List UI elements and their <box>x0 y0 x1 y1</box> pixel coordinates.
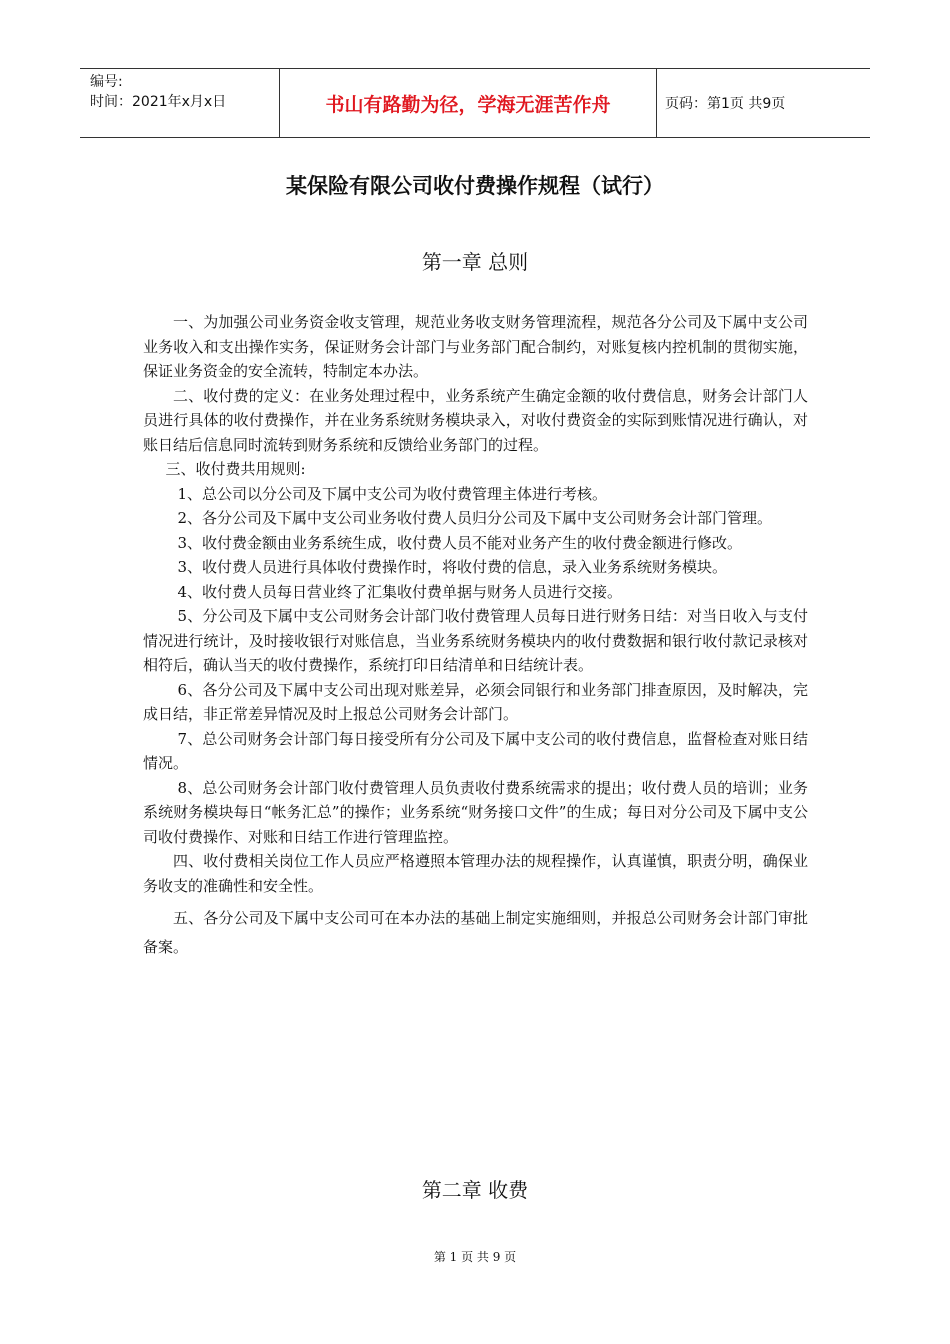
document-header <box>80 68 870 138</box>
paragraph-1: 一、为加强公司业务资金收支管理，规范业务收支财务管理流程，规范各分公司及下属中支公司业务收入和支出操作实务，保证财务会计部门与业务部门配合制约，对账复核内控机制的贯彻实施，保证业务资金的安全流转，特制定本办法。 <box>143 313 808 380</box>
rule-7: 7、总公司财务会计部门每日接受所有分公司及下属中支公司的收付费信息，监督检查对账日结情况。 <box>143 729 808 772</box>
chapter-2-heading: 第二章 收费 <box>421 1178 529 1202</box>
rule-3a: 3、收付费金额由业务系统生成，收付费人员不能对业务产生的收付费金额进行修改。 <box>177 533 743 552</box>
chapter-1-heading: 第一章 总则 <box>421 250 529 274</box>
rule-8: 8、总公司财务会计部门收付费管理人员负责收付费系统需求的提出；收付费人员的培训；业务系统财务模块每日“帐务汇总”的操作；业务系统“财务接口文件”的生成；每日对分公司及下属中支公司收付费操作、对账和日结工作进行管理监控。 <box>143 778 808 846</box>
rule-4: 4、收付费人员每日营业终了汇集收付费单据与财务人员进行交接。 <box>177 582 623 601</box>
rule-1: 1、总公司以分公司及下属中支公司为收付费管理主体进行考核。 <box>177 484 608 503</box>
paragraph-4: 四、收付费相关岗位工作人员应严格遵照本管理办法的规程操作，认真谨慎，职责分明，确保业务收支的准确性和安全性。 <box>143 852 808 895</box>
paragraph-5: 五、各分公司及下属中支公司可在本办法的基础上制定实施细则，并报总公司财务会计部门审批备案。 <box>143 909 808 956</box>
page-info: 页码：第1页 共9页 <box>665 96 786 112</box>
rule-2: 2、各分公司及下属中支公司业务收付费人员归分公司及下属中支公司财务会计部门管理。 <box>177 509 773 527</box>
paragraph-2: 二、收付费的定义：在业务处理过程中，业务系统产生确定金额的收付费信息，财务会计部门人员进行具体的收付费操作，并在业务系统财务模块录入，对收付费资金的实际到账情况进行确认，对账日结后信息同时流转到财务系统和反馈给业务部门的过程。 <box>143 386 808 454</box>
rule-5: 5、分公司及下属中支公司财务会计部门收付费管理人员每日进行财务日结：对当日收入与支付情况进行统计，及时接收银行对账信息，当业务系统财务模块内的收付费数据和银行收付款记录核对相符后，确认当天的收付费操作，系统打印日结清单和日结统计表。 <box>143 607 808 674</box>
motto: 书山有路勤为径，学海无涯苦作舟 <box>280 69 657 137</box>
paragraph-3: 三、收付费共用规则: <box>165 460 306 478</box>
serial-label: 编号: <box>90 74 123 90</box>
document-body <box>143 310 808 962</box>
time-label: 时间：2021年x月x日 <box>90 94 227 110</box>
page-footer: 第 1 页 共 9 页 <box>433 1250 517 1264</box>
rule-6: 6、各分公司及下属中支公司出现对账差异，必须会同银行和业务部门排查原因，及时解决，完成日结，非正常差异情况及时上报总公司财务会计部门。 <box>143 680 808 723</box>
document-title: 某保险有限公司收付费操作规程（试行） <box>286 174 664 198</box>
header-info-cell <box>80 69 280 137</box>
rule-3b: 3、收付费人员进行具体收付费操作时，将收付费的信息，录入业务系统财务模块。 <box>177 558 728 576</box>
